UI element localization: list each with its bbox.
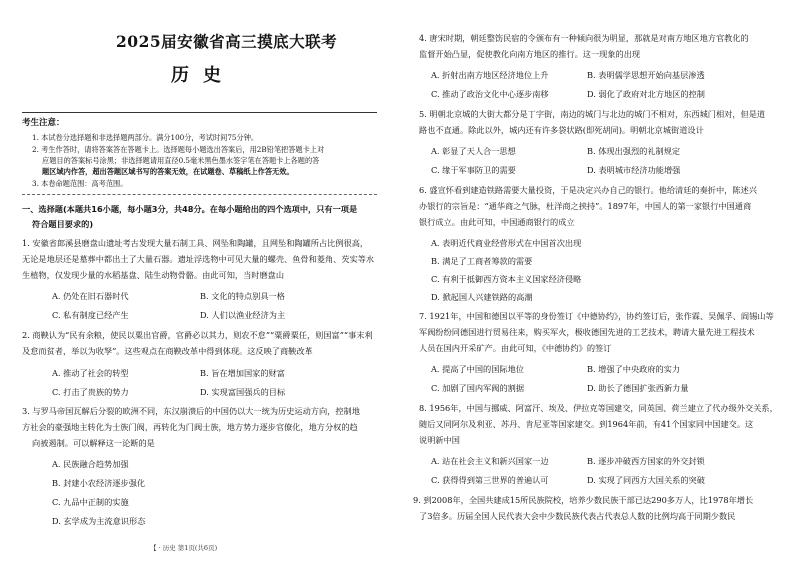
- q6-option-a[interactable]: A. 表明近代商业经营形式在中国首次出现: [431, 238, 582, 248]
- notice-item-2a: 2. 考生作答时，请将答案答在答题卡上。选择题每小题选出答案后，用2B铅笔把答题卡上对: [32, 145, 325, 154]
- q1-line-1: 1. 安徽省郎溪县磨盘山遗址考古发现大量石制工具、网坠和陶罐，且网坠和陶罐所占比例很高，: [22, 238, 369, 248]
- q3-option-d[interactable]: D. 玄学成为主流意识形态: [52, 516, 146, 526]
- q4-option-d[interactable]: D. 弱化了政府对北方地区的控制: [587, 89, 705, 99]
- q2-option-a[interactable]: A. 推动了社会的转型: [52, 368, 129, 378]
- q3-line-1: 3. 与罗马帝国瓦解后分裂的欧洲不同，东汉崩溃后的中国仍以大一统为历史运动方向，控制地: [22, 406, 360, 416]
- q5-line-1: 5. 明朝北京城的大街大都分是丁字街，南边的城门与北边的城门不相对，东西城门相对，但是道: [419, 109, 766, 119]
- q5-option-d[interactable]: D. 表明城市经济功能增强: [587, 165, 681, 175]
- q6-line-3: 银行成立。由此可知，中国通商银行的成立: [419, 217, 575, 227]
- q6-option-d[interactable]: D. 掀起国人兴建铁路的高潮: [431, 292, 533, 302]
- q4-option-a[interactable]: A. 折射出南方地区经济地位上升: [431, 70, 549, 80]
- q7-option-b[interactable]: B. 增强了中央政府的实力: [587, 364, 681, 374]
- q2-option-b[interactable]: B. 旨在增加国家的财富: [200, 368, 285, 378]
- q2-line-1: 2. 商鞅认为“民有余粮，使民以粟出官爵，官爵必以其力，则农不怠”“粟爵粟任，则国富”“事末利: [22, 330, 373, 340]
- q5-option-c[interactable]: C. 缘于军事防卫的需要: [431, 165, 516, 175]
- q7-line-1: 7. 1921年，中国和德国以平等的身份签订《中德协约》，协约签订后，张作霖、吴佩孚、阎锡山等: [419, 311, 774, 321]
- q6-line-1: 6. 盛宣怀看到建造铁路需要大量投资，于是决定兴办自己的银行。他给清廷的奏折中，陈述兴: [419, 185, 757, 195]
- q1-option-d[interactable]: D. 人们以渔业经济为主: [200, 310, 286, 320]
- q1-option-a[interactable]: A. 仍处在旧石器时代: [52, 291, 129, 301]
- exam-title: 2025届安徽省高三摸底大联考: [116, 32, 338, 51]
- q9-line-1: 9. 到2008年，全国共建成15所民族院校，培养少数民族干部已达290多万人，比1978年增长: [413, 495, 754, 505]
- q5-line-2: 路也不直通。除此以外，城内还有许多袋状路(即死胡同)。明朝北京城街道设计: [419, 125, 704, 135]
- q4-line-1: 4. 唐宋时期，朝廷整饬民宿的令颁布有一种倾向很为明显，那就是对南方地区地方官教化的: [419, 33, 749, 43]
- notice-item-3: 3. 本卷命题范围：高考范围。: [32, 179, 128, 188]
- q8-option-b[interactable]: B. 逐步冲破西方国家的外交封锁: [587, 456, 705, 466]
- q7-option-c[interactable]: C. 加剧了国内军阀的割据: [431, 383, 525, 393]
- q5-option-b[interactable]: B. 体现出强烈的礼制规定: [587, 146, 681, 156]
- q6-line-2: 办银行的宗旨是：“通华商之气脉，杜洋商之挟持”。1897年，中国人的第一家银行中国通商: [419, 201, 752, 211]
- q6-option-c[interactable]: C. 有利于抵御西方资本主义国家经济侵略: [431, 274, 582, 284]
- q1-line-2: 无论是地层还是墓葬中都出土了大量石器。遗址浮选物中可见大量的螺壳、鱼骨和菱角、芡实等水: [22, 254, 375, 264]
- q7-option-a[interactable]: A. 提高了中国的国际地位: [431, 364, 524, 374]
- page-footer: 【 · 历史 第1页(共6页): [150, 544, 218, 552]
- q4-line-2: 监督开始凸显，促使教化向南方地区的推行。这一现象的出现: [419, 49, 641, 59]
- q1-line-3: 生植物，仅发现少量的水稻基盘、陆生动物骨骼。由此可知，当时磨盘山: [22, 270, 285, 280]
- q8-line-3: 说明新中国: [419, 435, 460, 445]
- section1-heading-b: 符合题目要求的): [32, 219, 94, 229]
- notice-item-2b: 应题目的答案标号涂黑；非选择题请用直径0.5毫米黑色墨水签字笔在答题卡上各题的答: [42, 156, 320, 165]
- q3-option-c[interactable]: C. 九品中正制的实施: [52, 497, 129, 507]
- q8-line-1: 8. 1956年，中国与挪威、阿富汗、埃及、伊拉克等国建交，同英国、荷兰建立了代办级外交关系，: [419, 403, 778, 413]
- q8-option-d[interactable]: D. 实现了同西方大国关系的突破: [587, 475, 705, 485]
- notice-bottom-rule: [22, 194, 377, 195]
- q2-line-2: 及怠而贫者，举以为收孥”。这些观点在商鞅改革中得到体现。这反映了商鞅改革: [22, 346, 313, 356]
- q9-line-2: 了3倍多。历届全国人民代表大会中少数民族代表占代表总人数的比例均高于同期少数民: [419, 511, 736, 521]
- q7-line-3: 人员在国内开采矿产。由此可知，《中德协约》的签订: [419, 343, 612, 353]
- right-column: [397, 0, 794, 561]
- q3-line-2: 方社会的豪强地主转化为士族门阀，再转化为门阀士族，地方势力逐步官僚化，地方分权的趋: [22, 422, 358, 432]
- q1-option-b[interactable]: B. 文化的特点别具一格: [200, 291, 285, 301]
- q8-line-2: 随后又同阿尔及利亚、苏丹、肯尼亚等国家建交。到1964年前，有41个国家同中国建交。这: [419, 419, 754, 429]
- notice-heading: 考生注意：: [22, 118, 65, 128]
- q3-option-b[interactable]: B. 封建小农经济逐步强化: [52, 478, 146, 488]
- section1-heading-a: 一、选择题(本题共16小题，每小题3分，共48分。在每小题给出的四个选项中，只有一项是: [22, 204, 358, 214]
- q7-option-d[interactable]: D. 助长了德国扩张西新力量: [587, 383, 689, 393]
- q2-option-c[interactable]: C. 打击了贵族的势力: [52, 387, 129, 397]
- q4-option-c[interactable]: C. 推动了政治文化中心逐步南移: [431, 89, 549, 99]
- q8-option-c[interactable]: C. 获得得到第三世界的普遍认可: [431, 475, 549, 485]
- q8-option-a[interactable]: A. 站在社会主义和新兴国家一边: [431, 456, 549, 466]
- q4-option-b[interactable]: B. 表明儒学思想开始向基层渗透: [587, 70, 705, 80]
- q2-option-d[interactable]: D. 实现富国强兵的目标: [200, 387, 286, 397]
- notice-top-rule: [22, 112, 377, 113]
- subject-title: 历史: [171, 65, 235, 86]
- notice-item-2c: 题区域内作答，超出答题区域书写的答案无效，在试题卷、草稿纸上作答无效。: [42, 167, 294, 176]
- q7-line-2: 军阀纷纷同德国进行贸易往来，购买军火，极收德国先进的工艺技术，聘请大量先进工程技术: [419, 327, 755, 337]
- q1-option-c[interactable]: C. 私有制度已经产生: [52, 310, 129, 320]
- notice-item-1: 1. 本试卷分选择题和非选择题两部分。满分100分，考试时间75分钟。: [32, 133, 259, 142]
- q5-option-a[interactable]: A. 彰显了天人合一思想: [431, 146, 516, 156]
- q3-line-3: 向被遏制。可以解释这一论断的是: [32, 438, 155, 448]
- q3-option-a[interactable]: A. 民族融合趋势加强: [52, 459, 129, 469]
- q6-option-b[interactable]: B. 满足了工商者筹款的需要: [431, 256, 533, 266]
